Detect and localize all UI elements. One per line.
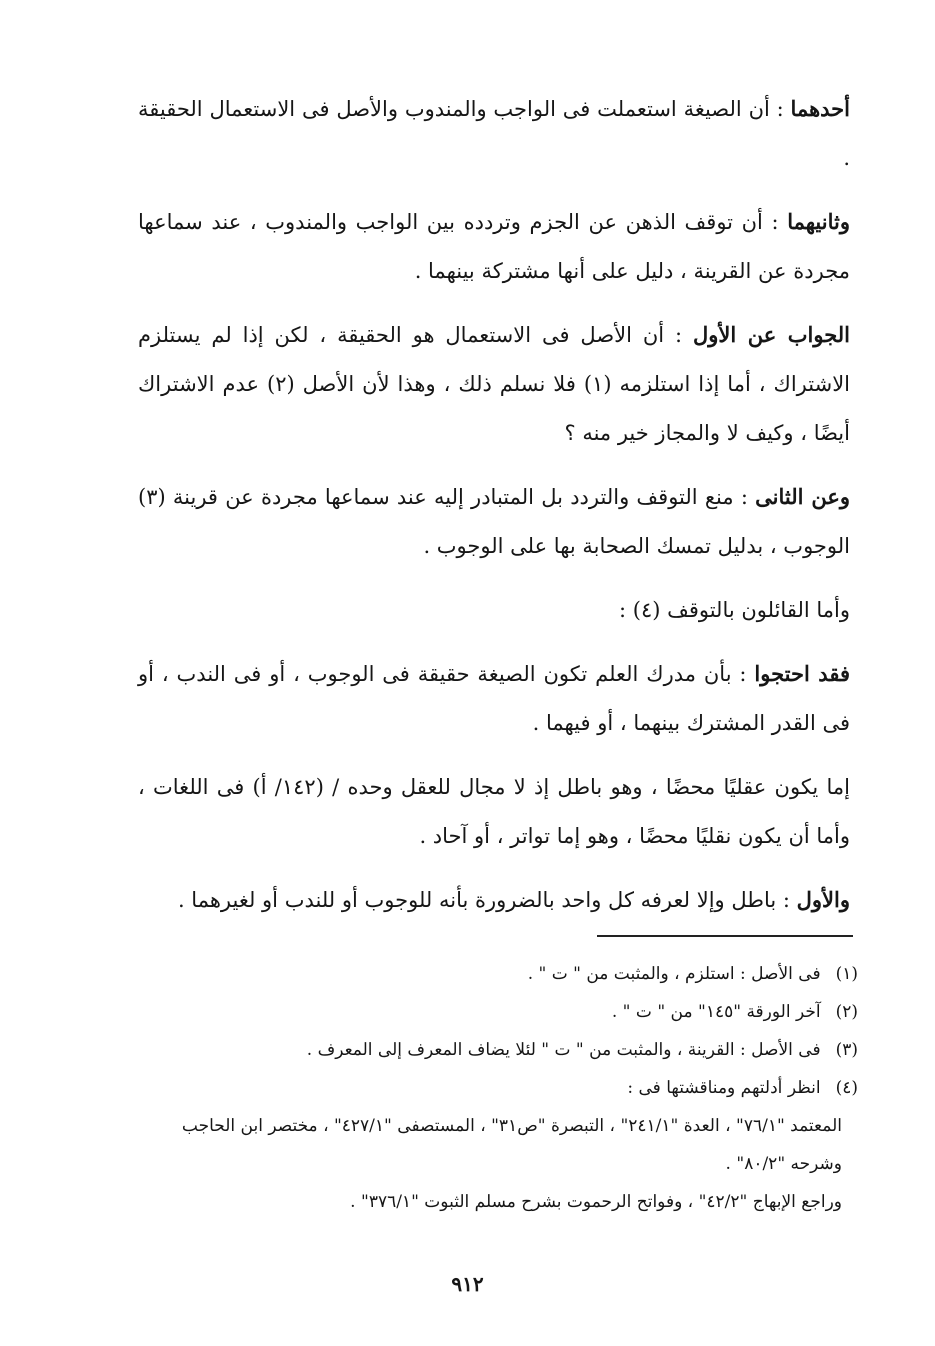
footnote-3 <box>138 1031 858 1069</box>
footnotes <box>138 955 858 1221</box>
main-text <box>138 84 850 939</box>
footnote-4-see-also: وراجع الإبهاج "٤٢/٢" ، وفواتح الرحموت بشرح مسلم الثبوت "٣٧٦/١" . <box>350 1192 842 1212</box>
footnote-number: (١) <box>835 964 858 984</box>
footnote-number: (٣) <box>835 1040 858 1060</box>
paragraph-5 <box>138 585 850 635</box>
footnote-1 <box>138 955 858 993</box>
paragraph-lead: فقد احتجوا <box>754 661 850 686</box>
paragraph-lead: وثانيهما <box>787 209 850 234</box>
footnote-separator <box>597 935 853 937</box>
footnote-2 <box>138 993 858 1031</box>
paragraph-lead: أحدهما <box>790 96 850 121</box>
footnote-4 <box>138 1069 858 1107</box>
footnote-text: فى الأصل : القرينة ، والمثبت من " ت " لئلا يضاف المعرف إلى المعرف . <box>306 1040 821 1060</box>
paragraph-7 <box>138 762 850 861</box>
paragraph-text: : أن الأصل فى الاستعمال هو الحقيقة ، لكن إذا لم يستلزم الاشتراك ، أما إذا استلزمه (١) فلا نسلم ذلك ، وهذا لأن الأصل (٢) عدم الاشتراك أيضًا ، وكيف لا والمجاز خير منه ؟ <box>138 323 851 445</box>
paragraph-lead: وعن الثانى <box>755 484 850 509</box>
paragraph-text: : بأن مدرك العلم تكون الصيغة حقيقة فى الوجوب ، أو فى الندب ، أو فى القدر المشترك بينهما ، أو فيهما . <box>138 662 850 735</box>
footnote-text: آخر الورقة "١٤٥" من " ت " . <box>611 1002 821 1022</box>
paragraph-lead: والأول <box>796 887 850 912</box>
paragraph-8 <box>138 875 850 925</box>
footnote-number: (٢) <box>835 1002 858 1022</box>
paragraph-text: وأما القائلون بالتوقف (٤) : <box>618 598 850 622</box>
paragraph-text: إما يكون عقليًا محضًا ، وهو باطل إذ لا مجال للعقل وحده / (١٤٢/ أ) فى اللغات ، وأما أن يكون نقليًا محضًا ، وهو إما تواتر ، أو آحاد . <box>138 775 850 848</box>
paragraph-6 <box>138 649 850 748</box>
paragraph-lead: الجواب عن الأول <box>692 322 851 347</box>
paragraph-2 <box>138 197 850 296</box>
page-number: ٩١٢ <box>451 1272 484 1296</box>
paragraph-text: : منع التوقف والتردد بل المتبادر إليه عند سماعها مجردة عن قرينة (٣) الوجوب ، بدليل تمسك الصحابة بها على الوجوب . <box>138 485 850 558</box>
paragraph-4 <box>138 472 850 571</box>
paragraph-text: : باطل وإلا لعرفه كل واحد بالضرورة بأنه للوجوب أو للندب أو لغيرهما . <box>177 888 797 912</box>
footnote-number: (٤) <box>835 1078 858 1098</box>
paragraph-text: : أن الصيغة استعملت فى الواجب والمندوب والأصل فى الاستعمال الحقيقة . <box>138 97 850 170</box>
footnote-4-references: المعتمد "٧٦/١" ، العدة "٢٤١/١" ، التبصرة "ص٣١" ، المستصفى "٤٢٧/١" ، مختصر ابن الحاجب وشرحه "٨٠/٢" . <box>181 1116 842 1174</box>
paragraph-1 <box>138 84 850 183</box>
paragraph-text: : أن توقف الذهن عن الجزم وتردده بين الواجب والمندوب ، عند سماعها مجردة عن القرينة ، دليل على أنها مشتركة بينهما . <box>138 210 850 283</box>
footnote-text: انظر أدلتهم ومناقشتها فى : <box>627 1078 821 1098</box>
footnote-text: فى الأصل : استلزم ، والمثبت من " ت " . <box>527 964 821 984</box>
paragraph-3 <box>138 310 850 458</box>
